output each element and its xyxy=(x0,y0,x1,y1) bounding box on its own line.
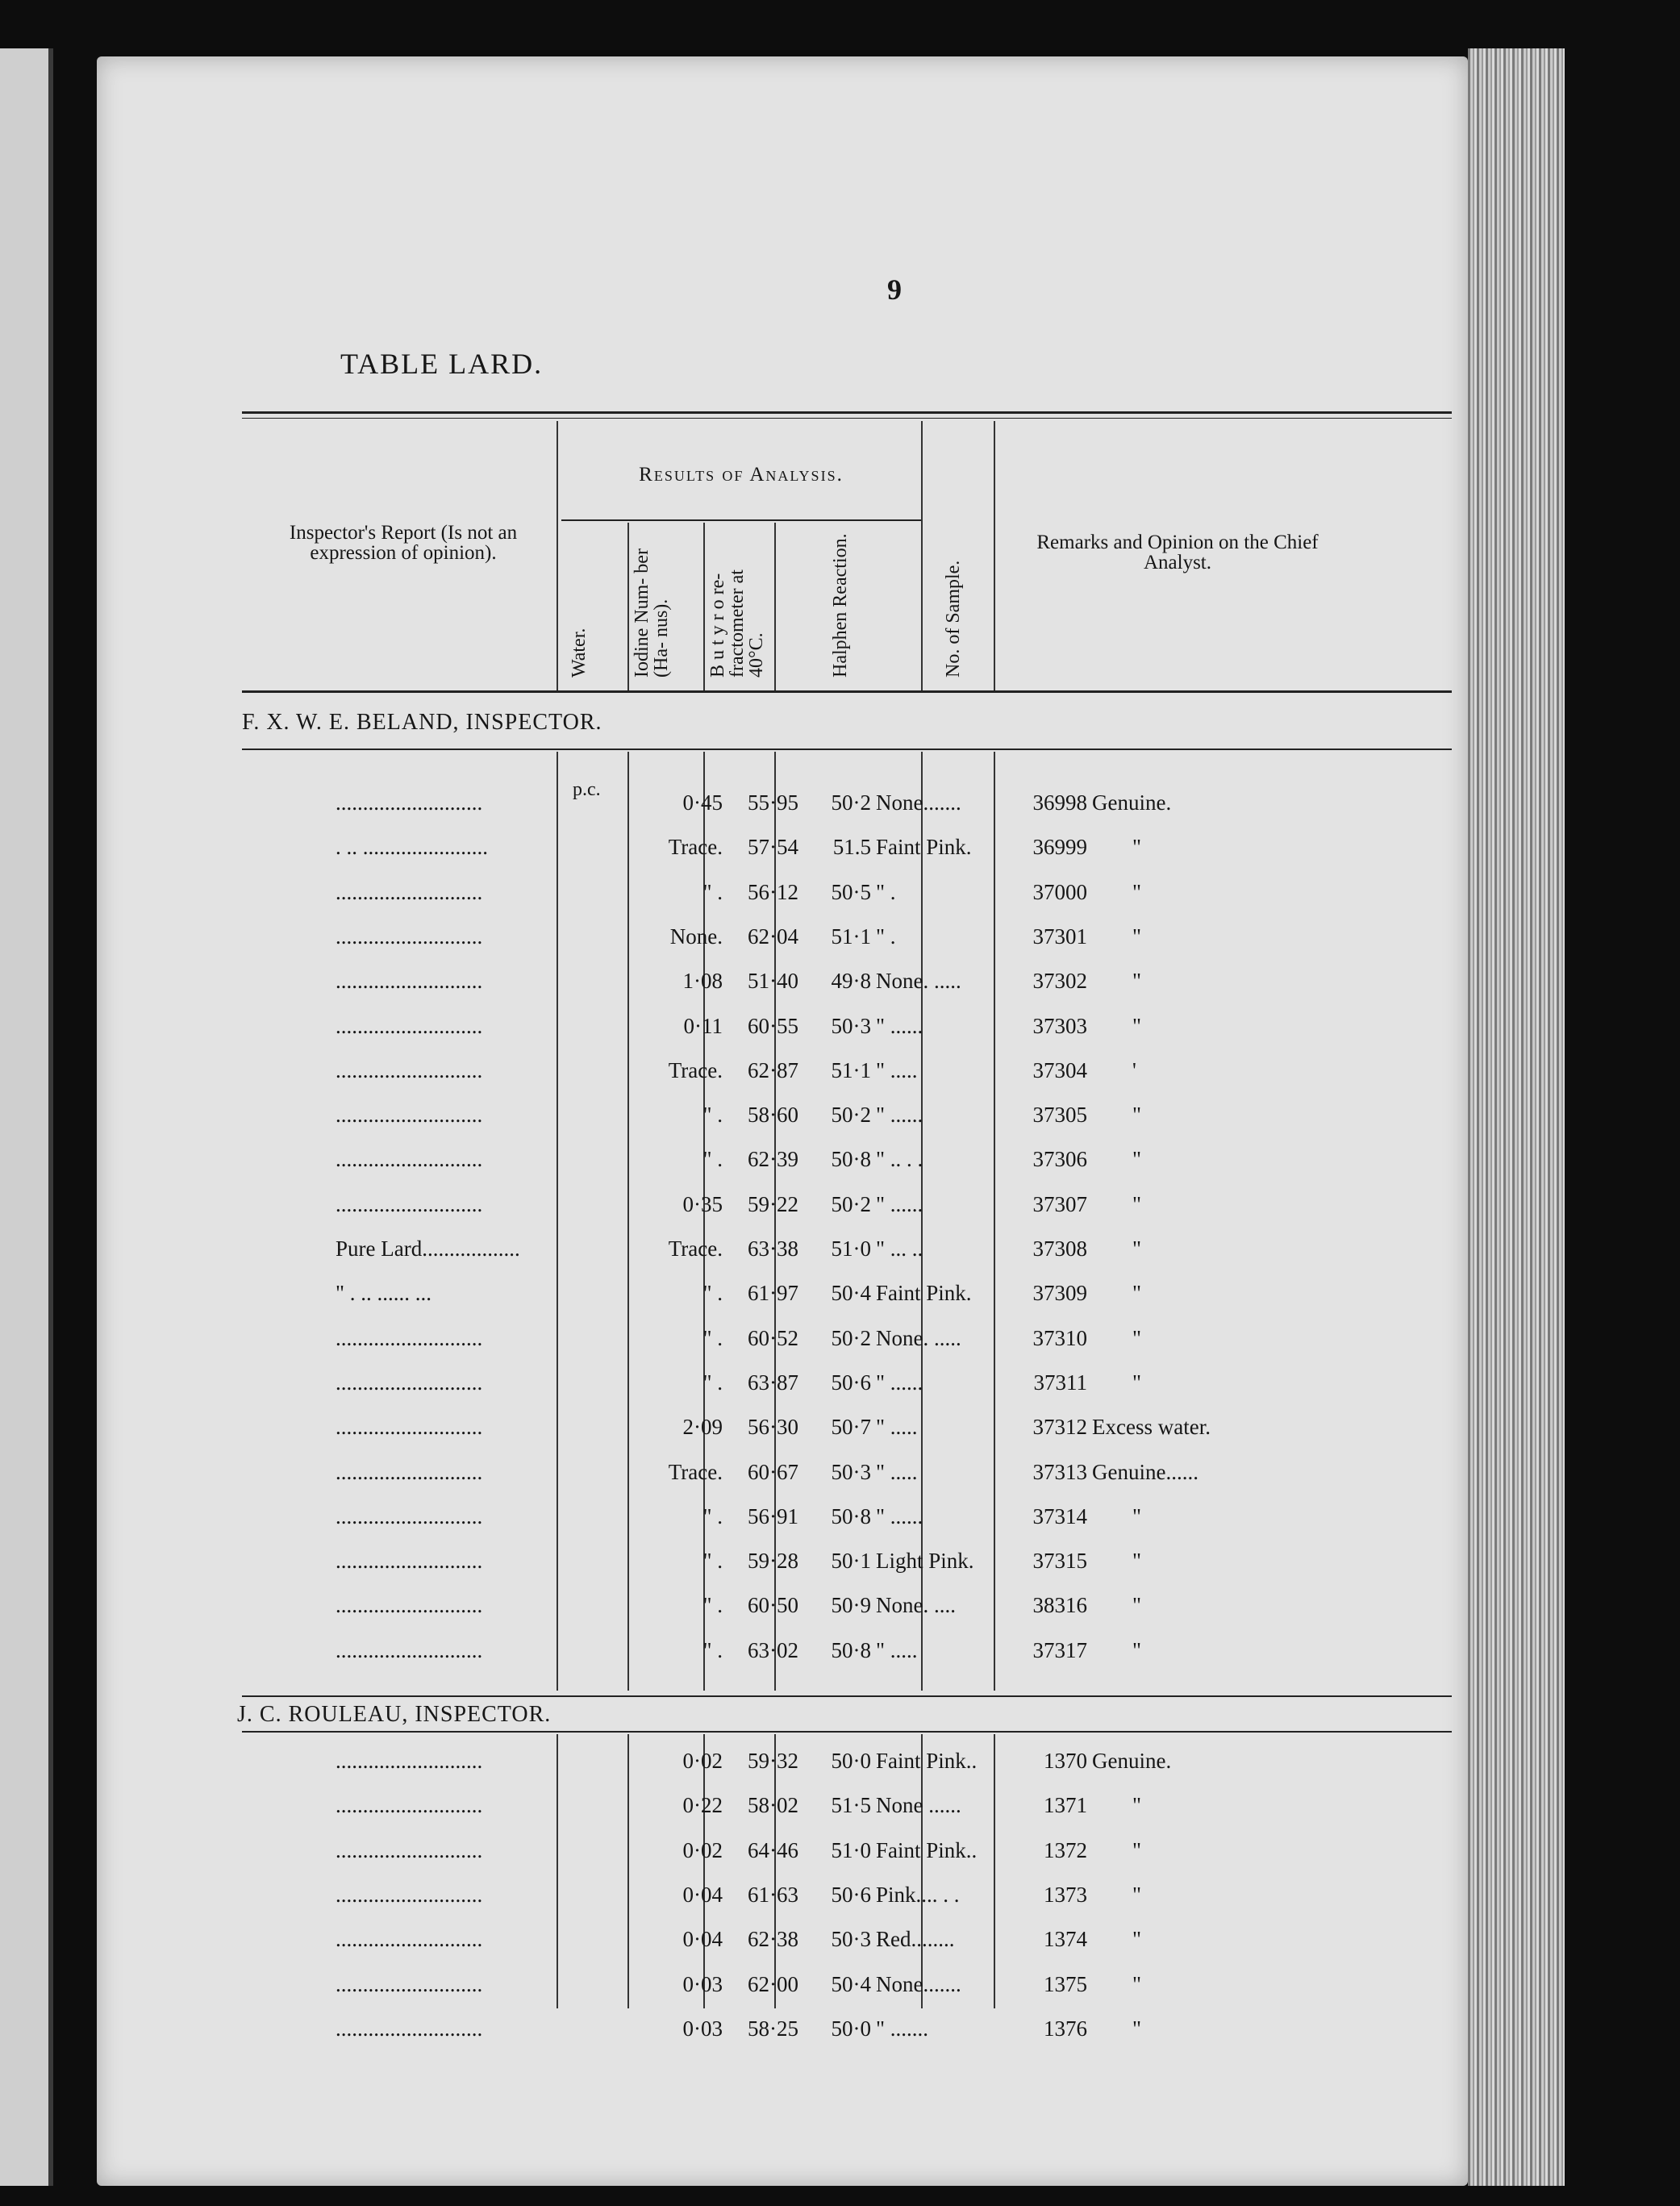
inspector-report-cell: ........................... xyxy=(336,879,483,904)
page-number: 9 xyxy=(887,273,902,306)
remarks-cell: " xyxy=(1132,1549,1142,1574)
halphen-reaction-cell: None ...... xyxy=(876,1793,961,1818)
inspector-report-cell: ........................... xyxy=(336,1147,483,1172)
sample-number-cell: 37311 xyxy=(1033,1370,1087,1395)
halphen-reaction-cell: Faint Pink. xyxy=(876,1281,972,1306)
table-row xyxy=(97,1504,1468,1543)
sample-number-cell: 38316 xyxy=(1032,1593,1087,1618)
butyro-refractometer-cell: 50·4 xyxy=(831,1971,871,1996)
header-rule-6 xyxy=(994,421,995,690)
header-rule-4 xyxy=(774,523,776,690)
iodine-number-cell: 59·22 xyxy=(748,1191,798,1216)
butyro-refractometer-cell: 50·6 xyxy=(831,1370,871,1395)
inspector-report-cell: ........................... xyxy=(336,1927,483,1952)
iodine-number-cell: 64·46 xyxy=(748,1837,798,1862)
remarks-cell: " xyxy=(1132,1236,1142,1261)
halphen-reaction-cell: None....... xyxy=(876,790,961,815)
iodine-number-cell: 63·87 xyxy=(748,1370,798,1395)
section-title-beland: F. X. W. E. BELAND, INSPECTOR. xyxy=(242,710,602,735)
inspector-report-cell: ........................... xyxy=(336,1637,483,1662)
iodine-number-cell: 62·87 xyxy=(748,1057,798,1082)
halphen-reaction-cell: " ..... xyxy=(876,1057,918,1082)
water-cell: Trace. xyxy=(668,1459,723,1484)
iodine-number-cell: 63·38 xyxy=(748,1236,798,1261)
butyro-refractometer-cell: 50·1 xyxy=(831,1549,871,1574)
inspector-report-cell: ........................... xyxy=(336,1191,483,1216)
water-cell: " . xyxy=(702,1503,723,1528)
inspector-report-cell: ........................... xyxy=(336,1103,483,1128)
table-row xyxy=(97,924,1468,963)
inspector-report-cell: Pure Lard.................. xyxy=(336,1236,520,1261)
butyro-refractometer-cell: 50·3 xyxy=(831,1459,871,1484)
water-cell: " . xyxy=(702,1103,723,1128)
water-cell: Trace. xyxy=(668,835,723,860)
table-row xyxy=(97,1103,1468,1141)
halphen-reaction-cell: Faint Pink.. xyxy=(876,1837,978,1862)
sample-number-cell: 37307 xyxy=(1032,1191,1087,1216)
sample-number-cell: 37305 xyxy=(1032,1103,1087,1128)
table-row xyxy=(97,1415,1468,1453)
header-iodine: Iodine Num- ber (Ha- nus). xyxy=(632,548,672,678)
sample-number-cell: 37308 xyxy=(1032,1236,1087,1261)
iodine-number-cell: 62·38 xyxy=(748,1927,798,1952)
butyro-refractometer-cell: 50·9 xyxy=(831,1593,871,1618)
header-halphen: Halphen Reaction. xyxy=(830,533,851,678)
sample-number-cell: 37317 xyxy=(1032,1637,1087,1662)
water-cell: 2·09 xyxy=(682,1415,723,1440)
butyro-refractometer-cell: 51·1 xyxy=(831,1057,871,1082)
iodine-number-cell: 62·00 xyxy=(748,1971,798,1996)
sample-number-cell: 37303 xyxy=(1032,1013,1087,1038)
table-row xyxy=(97,1883,1468,1921)
iodine-number-cell: 60·67 xyxy=(748,1459,798,1484)
halphen-reaction-cell: None. ..... xyxy=(876,969,961,994)
water-cell: " . xyxy=(702,1549,723,1574)
butyro-refractometer-cell: 50·8 xyxy=(831,1147,871,1172)
remarks-cell: ' xyxy=(1132,1057,1136,1082)
water-cell: 0·45 xyxy=(682,790,723,815)
remarks-cell: " xyxy=(1132,1971,1142,1996)
remarks-cell: Genuine. xyxy=(1092,1749,1172,1773)
butyro-refractometer-cell: 50·6 xyxy=(831,1882,871,1907)
butyro-refractometer-cell: 51·5 xyxy=(831,1793,871,1818)
halphen-reaction-cell: " ...... xyxy=(876,1191,923,1216)
halphen-reaction-cell: None....... xyxy=(876,1971,961,1996)
section-rule-rouleau xyxy=(242,1731,1452,1733)
sample-number-cell: 37309 xyxy=(1032,1281,1087,1306)
halphen-reaction-cell: Light Pink. xyxy=(876,1549,974,1574)
sample-number-cell: 37306 xyxy=(1032,1147,1087,1172)
table-row xyxy=(97,1326,1468,1365)
inspector-report-cell: ........................... xyxy=(336,1459,483,1484)
header-remarks: Remarks and Opinion on the Chief Analyst. xyxy=(1036,532,1319,573)
inspector-report-cell: . .. ....................... xyxy=(336,835,488,860)
header-butyro: B u t y r o re- fractometer at 40°C. xyxy=(707,569,767,678)
butyro-refractometer-cell: 50·2 xyxy=(831,1325,871,1350)
iodine-number-cell: 55·95 xyxy=(748,790,798,815)
table-row xyxy=(97,1593,1468,1632)
table-row xyxy=(97,1638,1468,1677)
header-inspector-report: Inspector's Report (Is not an expression of opinion). xyxy=(289,522,518,564)
table-row xyxy=(97,835,1468,874)
table-row xyxy=(97,1838,1468,1877)
butyro-refractometer-cell: 50·5 xyxy=(831,879,871,904)
butyro-refractometer-cell: 49·8 xyxy=(831,969,871,994)
inspector-report-cell: ........................... xyxy=(336,1549,483,1574)
remarks-cell: " xyxy=(1132,1013,1142,1038)
halphen-reaction-cell: " ...... xyxy=(876,1370,923,1395)
remarks-cell: " xyxy=(1132,2016,1142,2041)
inspector-report-cell: ........................... xyxy=(336,1057,483,1082)
page-title: TABLE LARD. xyxy=(340,348,544,380)
remarks-cell: Excess water. xyxy=(1092,1415,1211,1440)
halphen-reaction-cell: " ....... xyxy=(876,2016,929,2041)
water-cell: 0·04 xyxy=(682,1927,723,1952)
table-row xyxy=(97,1972,1468,2011)
table-row xyxy=(97,1014,1468,1053)
iodine-number-cell: 58·02 xyxy=(748,1793,798,1818)
table-row xyxy=(97,2016,1468,2055)
sample-number-cell: 1370 xyxy=(1044,1749,1087,1773)
remarks-cell: " xyxy=(1132,1103,1142,1128)
inspector-report-cell: ........................... xyxy=(336,1503,483,1528)
halphen-reaction-cell: " ...... xyxy=(876,1103,923,1128)
sample-number-cell: 36999 xyxy=(1032,835,1087,860)
iodine-number-cell: 59·28 xyxy=(748,1549,798,1574)
inspector-report-cell: ........................... xyxy=(336,1325,483,1350)
butyro-refractometer-cell: 51·0 xyxy=(831,1837,871,1862)
butyro-refractometer-cell: 50·4 xyxy=(831,1281,871,1306)
sample-number-cell: 1373 xyxy=(1044,1882,1087,1907)
table-row xyxy=(97,1460,1468,1499)
table-row xyxy=(97,1192,1468,1231)
iodine-number-cell: 60·52 xyxy=(748,1325,798,1350)
remarks-cell: Genuine. xyxy=(1092,790,1172,815)
iodine-number-cell: 62·39 xyxy=(748,1147,798,1172)
sample-number-cell: 1371 xyxy=(1044,1793,1087,1818)
water-cell: " . xyxy=(702,1370,723,1395)
halphen-reaction-cell: None. .... xyxy=(876,1593,956,1618)
water-cell: Trace. xyxy=(668,1236,723,1261)
butyro-refractometer-cell: 50·2 xyxy=(831,1191,871,1216)
header-rule-5 xyxy=(921,421,923,690)
water-cell: Trace. xyxy=(668,1057,723,1082)
header-water: Water. xyxy=(569,628,590,678)
butyro-refractometer-cell: 51·0 xyxy=(831,1236,871,1261)
remarks-cell: " xyxy=(1132,969,1142,994)
butyro-refractometer-cell: 50·3 xyxy=(831,1927,871,1952)
inspector-report-cell: ........................... xyxy=(336,1882,483,1907)
water-cell: " . xyxy=(702,1593,723,1618)
inspector-report-cell: ........................... xyxy=(336,1415,483,1440)
water-cell: None. xyxy=(669,924,723,949)
halphen-reaction-cell: Pink.... . . xyxy=(876,1882,960,1907)
iodine-number-cell: 56·91 xyxy=(748,1503,798,1528)
remarks-cell: " xyxy=(1132,1837,1142,1862)
header-top-rule xyxy=(242,411,1452,414)
water-cell: " . xyxy=(702,879,723,904)
water-cell: 0·22 xyxy=(682,1793,723,1818)
table-row xyxy=(97,1370,1468,1409)
table-row xyxy=(97,1281,1468,1320)
halphen-reaction-cell: " . xyxy=(876,924,896,949)
iodine-number-cell: 56·30 xyxy=(748,1415,798,1440)
butyro-refractometer-cell: 50·8 xyxy=(831,1503,871,1528)
sample-number-cell: 37000 xyxy=(1032,879,1087,904)
inspector-report-cell: ........................... xyxy=(336,1593,483,1618)
remarks-cell: " xyxy=(1132,1793,1142,1818)
table-row xyxy=(97,1927,1468,1966)
inspector-report-cell: ........................... xyxy=(336,790,483,815)
inspector-report-cell: ........................... xyxy=(336,1013,483,1038)
halphen-reaction-cell: " ... .. xyxy=(876,1236,923,1261)
table-row xyxy=(97,1749,1468,1787)
iodine-number-cell: 61·97 xyxy=(748,1281,798,1306)
halphen-reaction-cell: None. ..... xyxy=(876,1325,961,1350)
remarks-cell: " xyxy=(1132,1503,1142,1528)
inspector-report-cell: " . .. ...... ... xyxy=(336,1281,432,1306)
inspector-report-cell: ........................... xyxy=(336,1971,483,1996)
sample-number-cell: 37313 xyxy=(1032,1459,1087,1484)
iodine-number-cell: 62·04 xyxy=(748,924,798,949)
butyro-refractometer-cell: 51.5 xyxy=(832,835,871,860)
unit-label-pc: p.c. xyxy=(573,779,601,800)
water-cell: 0·04 xyxy=(682,1882,723,1907)
table-row xyxy=(97,1549,1468,1587)
remarks-cell: " xyxy=(1132,924,1142,949)
halphen-reaction-cell: Faint Pink.. xyxy=(876,1749,978,1773)
halphen-reaction-cell: " ..... xyxy=(876,1415,918,1440)
header-results-of-analysis: Results of Analysis. xyxy=(639,464,844,486)
remarks-cell: " xyxy=(1132,1147,1142,1172)
iodine-number-cell: 57·54 xyxy=(748,835,798,860)
iodine-number-cell: 58·25 xyxy=(748,2016,798,2041)
water-cell: " . xyxy=(702,1325,723,1350)
inspector-report-cell: ........................... xyxy=(336,1837,483,1862)
table-row xyxy=(97,1236,1468,1275)
header-rule-1 xyxy=(557,421,558,690)
water-cell: 0·11 xyxy=(683,1013,723,1038)
table-row xyxy=(97,1058,1468,1097)
sample-number-cell: 1376 xyxy=(1044,2016,1087,2041)
header-rule-2 xyxy=(627,523,629,690)
iodine-number-cell: 59·32 xyxy=(748,1749,798,1773)
halphen-reaction-cell: Red........ xyxy=(876,1927,955,1952)
water-cell: " . xyxy=(702,1147,723,1172)
inspector-report-cell: ........................... xyxy=(336,1793,483,1818)
iodine-number-cell: 61·63 xyxy=(748,1882,798,1907)
remarks-cell: Genuine...... xyxy=(1092,1459,1199,1484)
inspector-report-cell: ........................... xyxy=(336,969,483,994)
remarks-cell: " xyxy=(1132,1593,1142,1618)
remarks-cell: " xyxy=(1132,1191,1142,1216)
remarks-cell: " xyxy=(1132,879,1142,904)
halphen-reaction-cell: Faint Pink. xyxy=(876,835,972,860)
halphen-reaction-cell: " .. . . xyxy=(876,1147,923,1172)
section-rule-beland xyxy=(242,749,1452,750)
section-title-rouleau: J. C. ROULEAU, INSPECTOR. xyxy=(237,1702,552,1727)
facing-page-edge xyxy=(0,48,53,2186)
results-underline xyxy=(561,519,921,521)
table-row xyxy=(97,969,1468,1007)
remarks-cell: " xyxy=(1132,1882,1142,1907)
sample-number-cell: 37301 xyxy=(1032,924,1087,949)
sample-number-cell: 37304 xyxy=(1032,1057,1087,1082)
butyro-refractometer-cell: 50·0 xyxy=(831,1749,871,1773)
book-page-edges xyxy=(1468,48,1565,2186)
water-cell: 0·35 xyxy=(682,1191,723,1216)
butyro-refractometer-cell: 50·2 xyxy=(831,790,871,815)
inspector-report-cell: ........................... xyxy=(336,1370,483,1395)
sample-number-cell: 37314 xyxy=(1032,1503,1087,1528)
halphen-reaction-cell: " ..... xyxy=(876,1459,918,1484)
sample-number-cell: 37310 xyxy=(1032,1325,1087,1350)
sample-number-cell: 1372 xyxy=(1044,1837,1087,1862)
document-page xyxy=(97,56,1468,2186)
water-cell: " . xyxy=(702,1637,723,1662)
water-cell: " . xyxy=(702,1281,723,1306)
iodine-number-cell: 60·50 xyxy=(748,1593,798,1618)
sample-number-cell: 1374 xyxy=(1044,1927,1087,1952)
header-rule-3 xyxy=(703,523,705,690)
butyro-refractometer-cell: 50·2 xyxy=(831,1103,871,1128)
remarks-cell: " xyxy=(1132,1281,1142,1306)
butyro-refractometer-cell: 51·1 xyxy=(831,924,871,949)
remarks-cell: " xyxy=(1132,1325,1142,1350)
halphen-reaction-cell: " ..... xyxy=(876,1637,918,1662)
sample-number-cell: 37312 xyxy=(1032,1415,1087,1440)
sample-number-cell: 1375 xyxy=(1044,1971,1087,1996)
section-divider xyxy=(242,1695,1452,1697)
butyro-refractometer-cell: 50·0 xyxy=(831,2016,871,2041)
water-cell: 0·03 xyxy=(682,2016,723,2041)
iodine-number-cell: 51·40 xyxy=(748,969,798,994)
iodine-number-cell: 56·12 xyxy=(748,879,798,904)
header-sample-number: No. of Sample. xyxy=(943,560,964,678)
water-cell: 0·03 xyxy=(682,1971,723,1996)
water-cell: 1·08 xyxy=(682,969,723,994)
halphen-reaction-cell: " ...... xyxy=(876,1503,923,1528)
butyro-refractometer-cell: 50·3 xyxy=(831,1013,871,1038)
iodine-number-cell: 63·02 xyxy=(748,1637,798,1662)
header-top-rule-thin xyxy=(242,418,1452,419)
remarks-cell: " xyxy=(1132,1927,1142,1952)
header-bottom-rule xyxy=(242,690,1452,693)
table-row xyxy=(97,1793,1468,1832)
remarks-cell: " xyxy=(1132,1637,1142,1662)
inspector-report-cell: ........................... xyxy=(336,2016,483,2041)
halphen-reaction-cell: " . xyxy=(876,879,896,904)
iodine-number-cell: 58·60 xyxy=(748,1103,798,1128)
iodine-number-cell: 60·55 xyxy=(748,1013,798,1038)
butyro-refractometer-cell: 50·7 xyxy=(831,1415,871,1440)
remarks-cell: " xyxy=(1132,835,1142,860)
halphen-reaction-cell: " ...... xyxy=(876,1013,923,1038)
inspector-report-cell: ........................... xyxy=(336,1749,483,1773)
sample-number-cell: 37315 xyxy=(1032,1549,1087,1574)
sample-number-cell: 36998 xyxy=(1032,790,1087,815)
water-cell: 0·02 xyxy=(682,1837,723,1862)
water-cell: 0·02 xyxy=(682,1749,723,1773)
table-row xyxy=(97,790,1468,829)
table-row xyxy=(97,880,1468,919)
remarks-cell: " xyxy=(1132,1370,1142,1395)
inspector-report-cell: ........................... xyxy=(336,924,483,949)
butyro-refractometer-cell: 50·8 xyxy=(831,1637,871,1662)
table-row xyxy=(97,1147,1468,1186)
sample-number-cell: 37302 xyxy=(1032,969,1087,994)
